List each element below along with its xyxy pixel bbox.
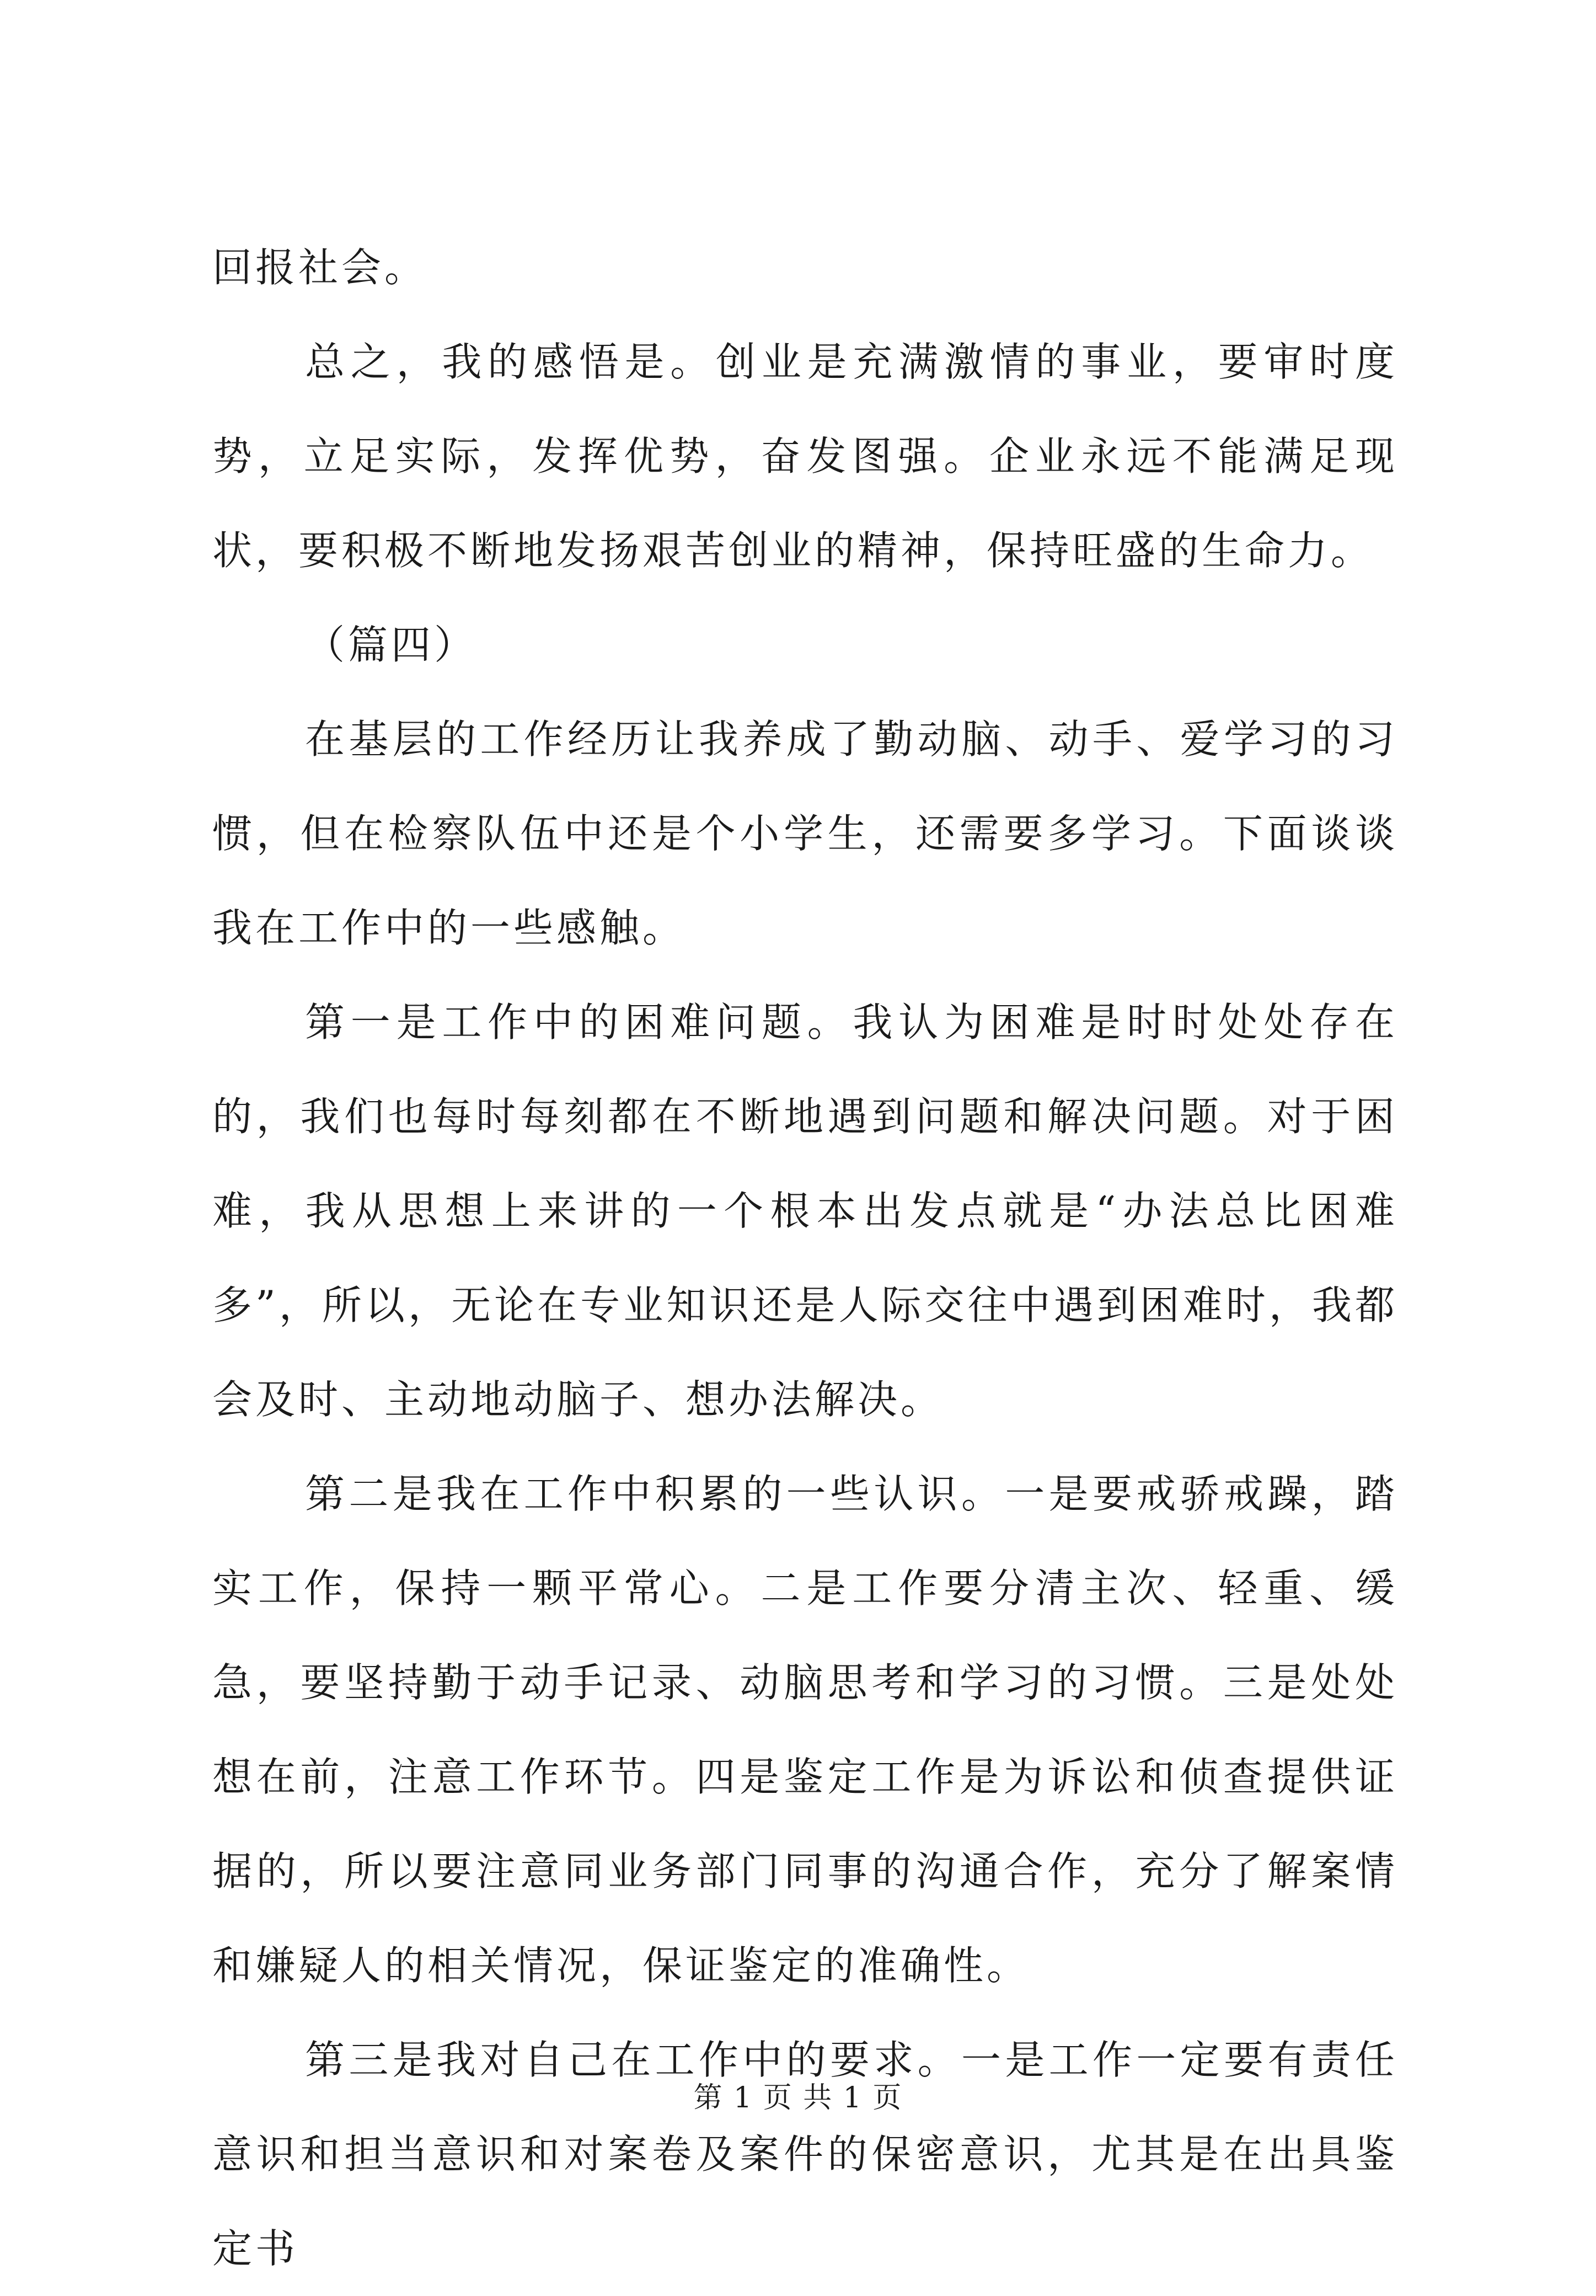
page-number-footer: 第 1 页 共 1 页 — [693, 2081, 903, 2115]
paragraph-second-point: 第二是我在工作中积累的一些认识。一是要戒骄戒躁，踏实工作，保持一颗平常心。二是工作要分清主次、轻重、缓急，要坚持勤于动手记录、动脑思考和学习的习惯。三是处处想在前，注意工作环节。四是鉴定工作是为诉讼和侦查提供证据的，所以要注意同业务部门同事的沟通合作，充分了解案情和嫌疑人的相关情况，保证鉴定的准确性。 — [212, 1471, 1398, 1989]
paragraph-third-point: 第三是我对自己在工作中的要求。一是工作一定要有责任意识和担当意识和对案卷及案件的保密意识，尤其是在出具鉴定书 — [212, 2037, 1398, 2272]
section-heading-part-four: （篇四） — [305, 622, 478, 668]
paragraph-conclusion: 总之，我的感悟是。创业是充满激情的事业，要审时度势，立足实际，发挥优势，奋发图强。企业永远不能满足现状，要积极不断地发扬艰苦创业的精神，保持旺盛的生命力。 — [212, 339, 1398, 574]
paragraph-intro: 在基层的工作经历让我养成了勤动脑、动手、爱学习的习惯，但在检察队伍中还是个小学生，还需要多学习。下面谈谈我在工作中的一些感触。 — [212, 716, 1398, 951]
paragraph-first-point: 第一是工作中的困难问题。我认为困难是时时处处存在的，我们也每时每刻都在不断地遇到问题和解决问题。对于困难，我从思想上来讲的一个根本出发点就是“办法总比困难多”，所以，无论在专业知识还是人际交往中遇到困难时，我都会及时、主动地动脑子、想办法解决。 — [212, 999, 1398, 1423]
paragraph-continuation: 回报社会。 — [212, 244, 428, 291]
document-body — [212, 221, 1398, 2296]
